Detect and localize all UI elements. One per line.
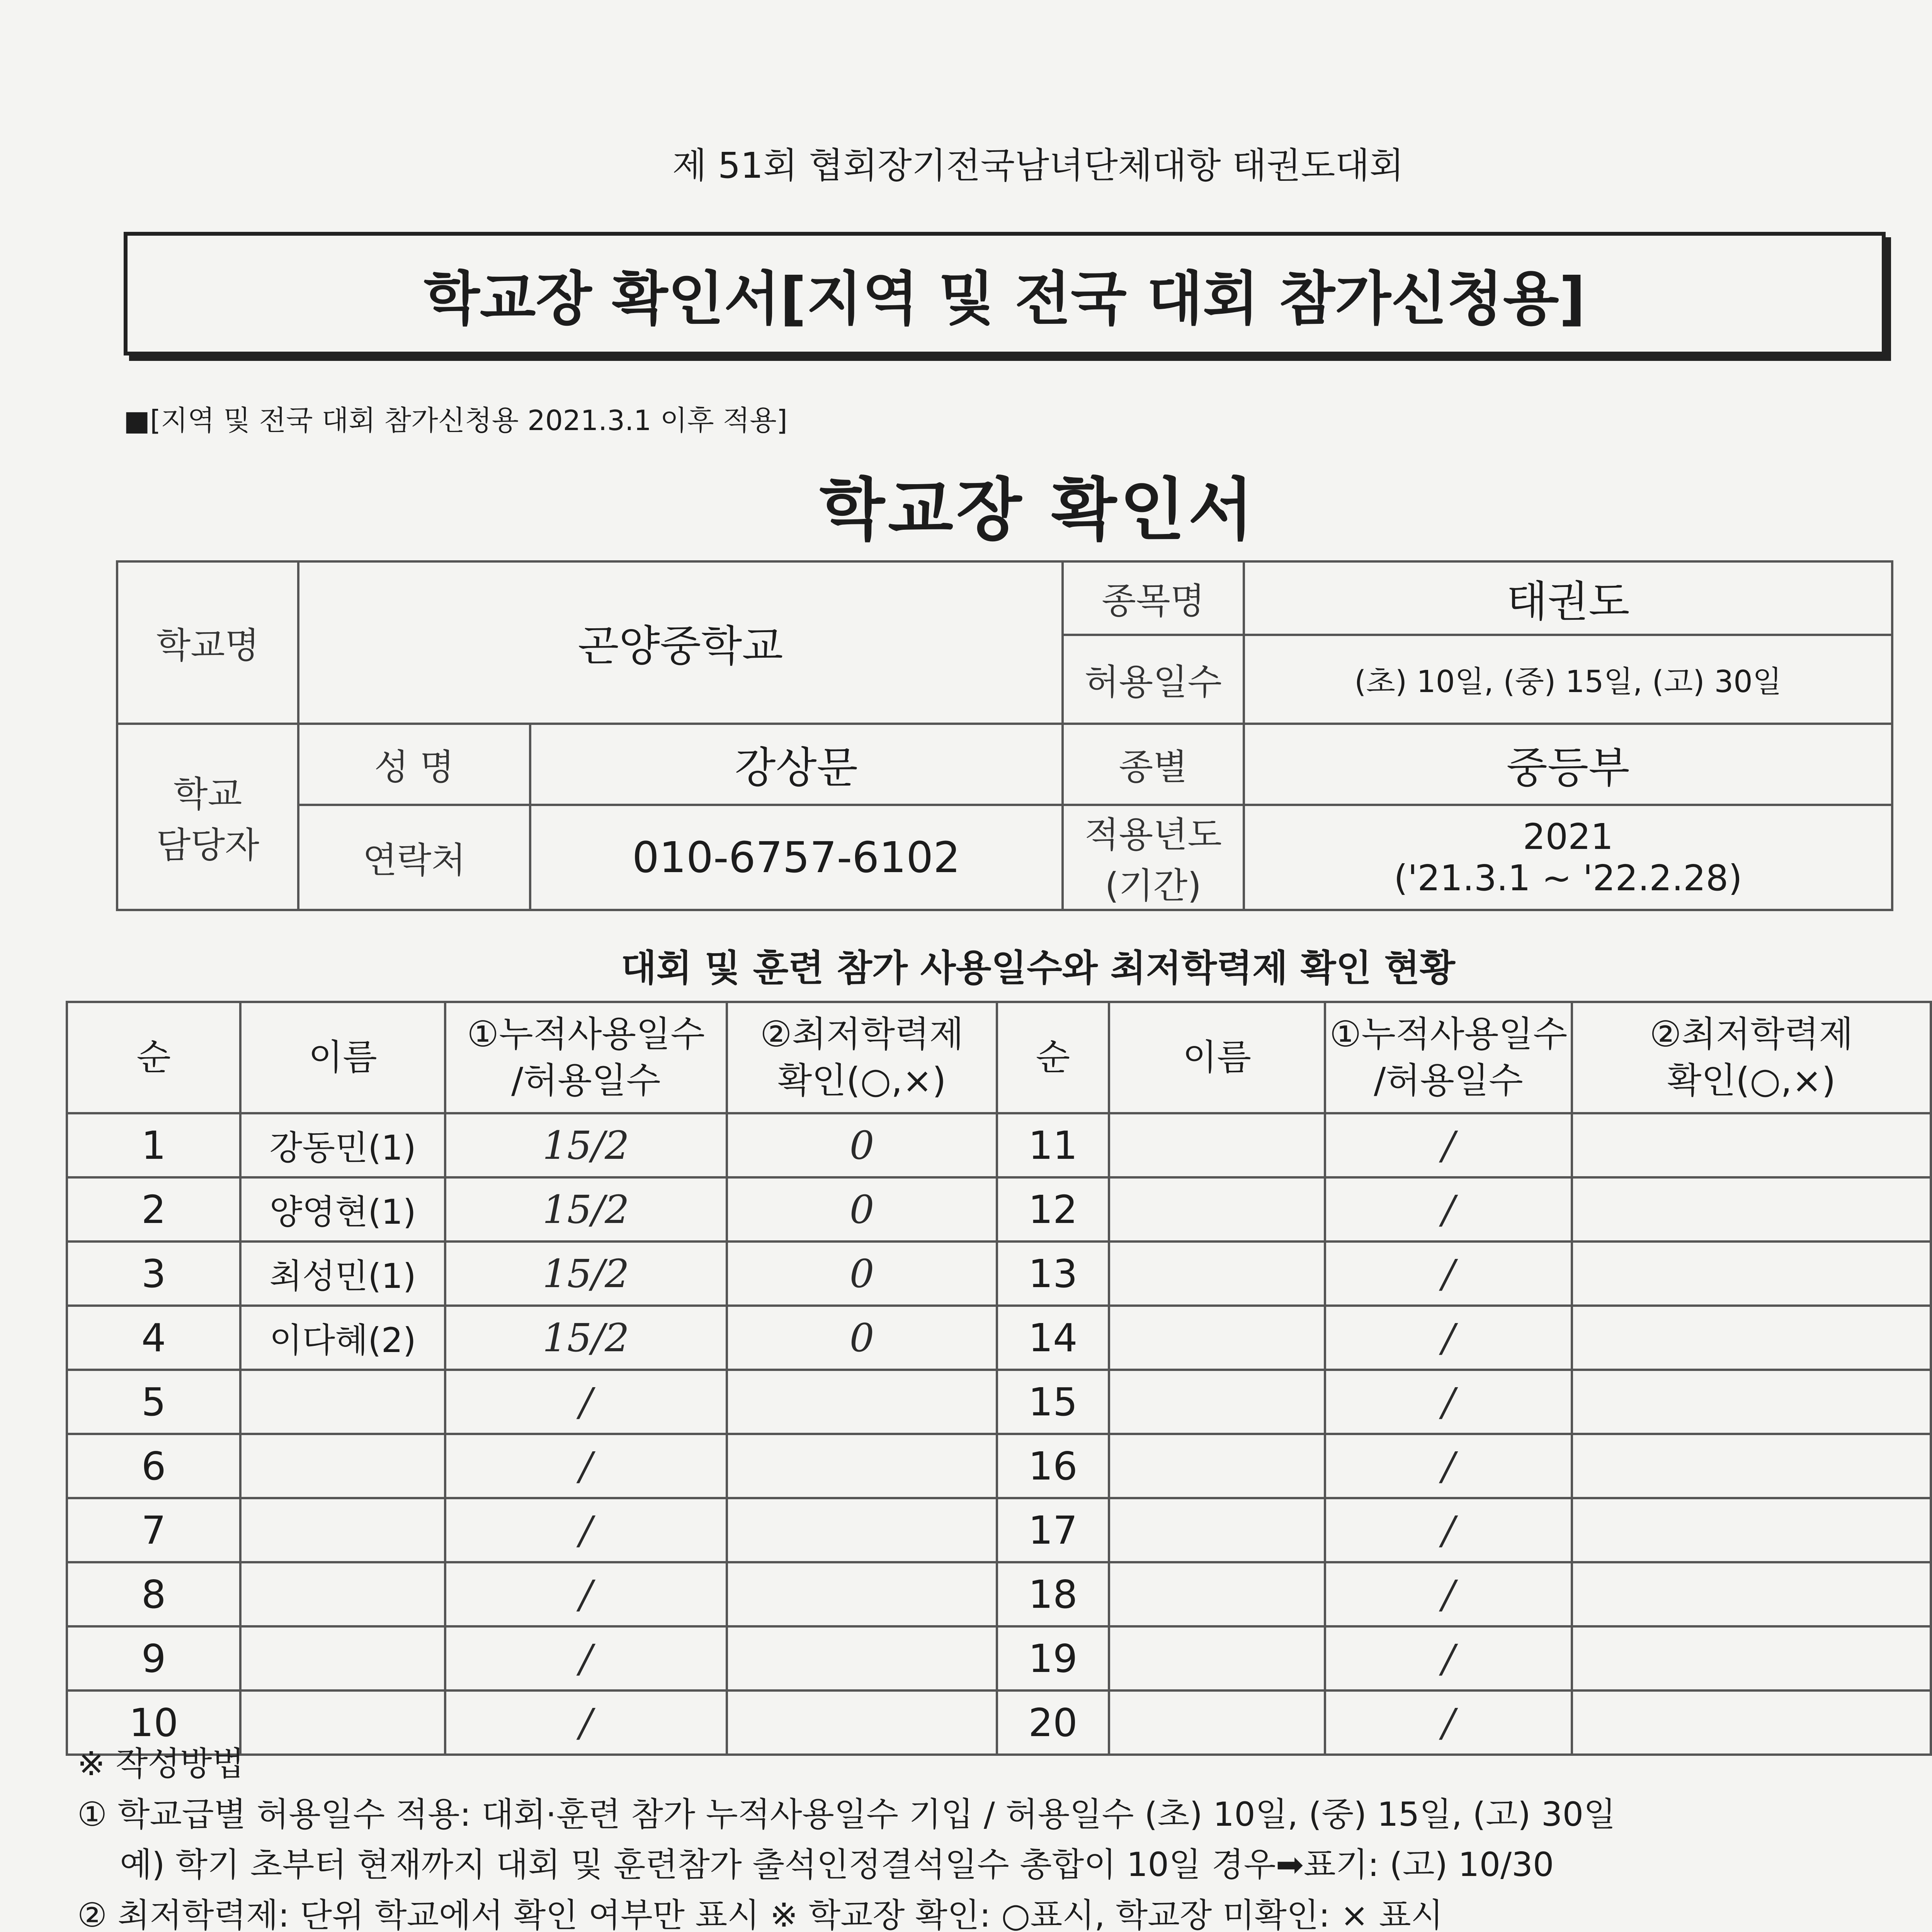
main-title: 학교장 확인서 xyxy=(819,471,1257,549)
cell-check xyxy=(727,1626,997,1690)
cell-no: 6 xyxy=(67,1434,240,1498)
cell-check xyxy=(727,1498,997,1562)
cell-no: 15 xyxy=(997,1370,1109,1434)
cell-name xyxy=(1109,1498,1325,1562)
cell-check xyxy=(727,1562,997,1626)
cell-no: 2 xyxy=(67,1177,240,1242)
cell-days: / xyxy=(1325,1242,1572,1306)
table-row xyxy=(67,1562,1931,1626)
note-line: 예) 학기 초부터 현재까지 대회 및 훈련참가 출석인정결석일수 총합이 10일 경우➡표기: (고) 10/30 xyxy=(120,1845,1554,1884)
cell-name xyxy=(240,1562,445,1626)
cell-check xyxy=(727,1370,997,1434)
cell-check xyxy=(1572,1434,1931,1498)
cell-days: / xyxy=(1325,1113,1572,1177)
name-value: 강상문 xyxy=(530,724,1063,805)
cell-days: / xyxy=(445,1498,727,1562)
cell-no: 12 xyxy=(997,1177,1109,1242)
note-line: ※ 작성방법 xyxy=(77,1745,244,1783)
table-row xyxy=(67,1113,1931,1177)
cell-check: 0 xyxy=(727,1306,997,1370)
cell-no: 17 xyxy=(997,1498,1109,1562)
cell-no: 9 xyxy=(67,1626,240,1690)
table-row xyxy=(67,1626,1931,1690)
cell-check xyxy=(1572,1370,1931,1434)
cell-name xyxy=(1109,1562,1325,1626)
division-label: 종별 xyxy=(1063,724,1244,805)
cell-days: / xyxy=(1325,1434,1572,1498)
instructions xyxy=(77,1739,1932,1932)
col-no-right: 순 xyxy=(997,1002,1109,1113)
division-value: 중등부 xyxy=(1244,724,1892,805)
cell-days: 15/2 xyxy=(445,1242,727,1306)
year-label: 적용년도 (기간) xyxy=(1063,805,1244,910)
contact-value: 010-6757-6102 xyxy=(530,805,1063,910)
cell-name xyxy=(240,1498,445,1562)
cell-days: / xyxy=(445,1434,727,1498)
note-line: ② 최저학력제: 단위 학교에서 확인 여부만 표시 ※ 학교장 확인: ○표시, 학교장 미확인: × 표시 xyxy=(77,1896,1443,1932)
cell-check: 0 xyxy=(727,1113,997,1177)
cell-no: 16 xyxy=(997,1434,1109,1498)
cell-check xyxy=(1572,1626,1931,1690)
cell-days: 15/2 xyxy=(445,1113,727,1177)
boxed-title: 학교장 확인서[지역 및 전국 대회 참가신청용] xyxy=(124,232,1886,355)
col-days-right: ①누적사용일수 /허용일수 xyxy=(1325,1002,1572,1113)
cell-name xyxy=(240,1626,445,1690)
cell-days: / xyxy=(445,1690,727,1755)
table-row xyxy=(67,1242,1931,1306)
col-check-right: ②최저학력제 확인(○,×) xyxy=(1572,1002,1931,1113)
cell-no: 14 xyxy=(997,1306,1109,1370)
cell-check: 0 xyxy=(727,1177,997,1242)
table-row xyxy=(67,1370,1931,1434)
cell-no: 18 xyxy=(997,1562,1109,1626)
cell-no: 20 xyxy=(997,1690,1109,1755)
table-row xyxy=(67,1498,1931,1562)
cell-days: / xyxy=(1325,1626,1572,1690)
cell-check: 0 xyxy=(727,1242,997,1306)
cell-name xyxy=(1109,1113,1325,1177)
cell-days: / xyxy=(1325,1370,1572,1434)
cell-check xyxy=(1572,1306,1931,1370)
cell-name xyxy=(1109,1370,1325,1434)
cell-no: 8 xyxy=(67,1562,240,1626)
info-table xyxy=(116,560,1893,911)
cell-name: 양영현(1) xyxy=(240,1177,445,1242)
cell-name xyxy=(240,1370,445,1434)
sport-value: 태권도 xyxy=(1244,561,1892,635)
cell-name: 이다혜(2) xyxy=(240,1306,445,1370)
col-name-right: 이름 xyxy=(1109,1002,1325,1113)
school-label: 학교명 xyxy=(117,561,298,724)
cell-no: 11 xyxy=(997,1113,1109,1177)
cell-name: 최성민(1) xyxy=(240,1242,445,1306)
allowed-days-label: 허용일수 xyxy=(1063,635,1244,724)
section-title: 대회 및 훈련 참가 사용일수와 최저학력제 확인 현황 xyxy=(621,947,1455,990)
sport-label: 종목명 xyxy=(1063,561,1244,635)
year-value: 2021 ('21.3.1 ~ '22.2.28) xyxy=(1244,805,1892,910)
cell-no: 4 xyxy=(67,1306,240,1370)
cell-days: / xyxy=(1325,1177,1572,1242)
cell-days: / xyxy=(445,1562,727,1626)
roster-table xyxy=(66,1001,1932,1756)
allowed-days-value: (초) 10일, (중) 15일, (고) 30일 xyxy=(1244,635,1892,724)
col-no: 순 xyxy=(67,1002,240,1113)
cell-no: 1 xyxy=(67,1113,240,1177)
cell-no: 3 xyxy=(67,1242,240,1306)
cell-name xyxy=(1109,1242,1325,1306)
cell-check xyxy=(1572,1498,1931,1562)
cell-check xyxy=(1572,1562,1931,1626)
manager-label: 학교 담당자 xyxy=(117,724,298,910)
note-line: ① 학교급별 허용일수 적용: 대회·훈련 참가 누적사용일수 기입 / 허용일수 (초) 10일, (중) 15일, (고) 30일 xyxy=(77,1795,1616,1834)
cell-check xyxy=(727,1434,997,1498)
cell-name xyxy=(1109,1434,1325,1498)
cell-name xyxy=(240,1434,445,1498)
sub-note: ■[지역 및 전국 대회 참가신청용 2021.3.1 이후 적용] xyxy=(124,404,787,437)
table-row xyxy=(67,1434,1931,1498)
cell-check xyxy=(1572,1177,1931,1242)
cell-no: 7 xyxy=(67,1498,240,1562)
cell-days: / xyxy=(1325,1306,1572,1370)
contact-label: 연락처 xyxy=(298,805,530,910)
cell-name xyxy=(1109,1626,1325,1690)
cell-name xyxy=(1109,1306,1325,1370)
cell-days: / xyxy=(1325,1498,1572,1562)
school-value: 곤양중학교 xyxy=(298,561,1062,724)
cell-days: 15/2 xyxy=(445,1306,727,1370)
cell-no: 5 xyxy=(67,1370,240,1434)
cell-days: / xyxy=(445,1626,727,1690)
cell-check xyxy=(1572,1242,1931,1306)
cell-no: 13 xyxy=(997,1242,1109,1306)
cell-name xyxy=(1109,1177,1325,1242)
event-name: 제 51회 협회장기전국남녀단체대항 태권도대회 xyxy=(672,145,1404,186)
cell-name: 강동민(1) xyxy=(240,1113,445,1177)
cell-check xyxy=(1572,1113,1931,1177)
cell-days: / xyxy=(445,1370,727,1434)
cell-days: / xyxy=(1325,1690,1572,1755)
name-label: 성 명 xyxy=(298,724,530,805)
cell-days: 15/2 xyxy=(445,1177,727,1242)
col-name: 이름 xyxy=(240,1002,445,1113)
table-row xyxy=(67,1177,1931,1242)
cell-no: 10 xyxy=(67,1690,240,1755)
cell-days: / xyxy=(1325,1562,1572,1626)
col-check: ②최저학력제 확인(○,×) xyxy=(727,1002,997,1113)
cell-no: 19 xyxy=(997,1626,1109,1690)
table-row xyxy=(67,1306,1931,1370)
col-days: ①누적사용일수 /허용일수 xyxy=(445,1002,727,1113)
